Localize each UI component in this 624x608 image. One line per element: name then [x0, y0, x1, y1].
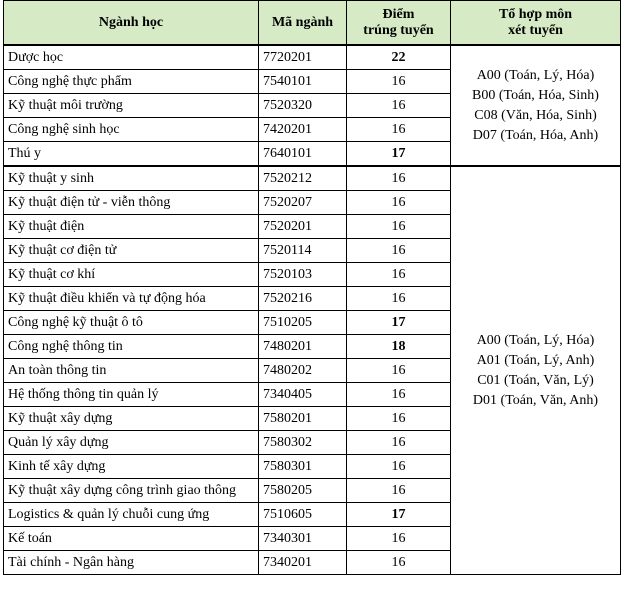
score-cell: 16 — [347, 359, 451, 383]
combo-item: A00 (Toán, Lý, Hóa) — [476, 332, 595, 348]
major-cell: Kỹ thuật môi trường — [4, 94, 259, 118]
header-score-line2: trúng tuyển — [363, 22, 434, 38]
score-cell: 16 — [347, 118, 451, 142]
score-cell: 22 — [347, 45, 451, 70]
code-cell: 7580205 — [259, 479, 347, 503]
combo-item: D07 (Toán, Hóa, Anh) — [472, 127, 599, 143]
major-cell: Logistics & quản lý chuỗi cung ứng — [4, 503, 259, 527]
major-cell: Hệ thống thông tin quản lý — [4, 383, 259, 407]
combo-item: D01 (Toán, Văn, Anh) — [472, 392, 599, 408]
major-cell: Công nghệ thông tin — [4, 335, 259, 359]
score-cell: 16 — [347, 479, 451, 503]
code-cell: 7580301 — [259, 455, 347, 479]
header-major: Ngành học — [4, 1, 259, 46]
combo-item: A01 (Toán, Lý, Anh) — [476, 352, 595, 368]
header-score-line1: Điểm — [382, 6, 415, 22]
score-cell: 16 — [347, 166, 451, 191]
score-cell: 17 — [347, 311, 451, 335]
combo-item: B00 (Toán, Hóa, Sinh) — [472, 87, 599, 103]
major-cell: Công nghệ kỹ thuật ô tô — [4, 311, 259, 335]
score-cell: 16 — [347, 215, 451, 239]
code-cell: 7340201 — [259, 551, 347, 575]
code-cell: 7480202 — [259, 359, 347, 383]
code-cell: 7520103 — [259, 263, 347, 287]
code-cell: 7520201 — [259, 215, 347, 239]
combo-item: C01 (Toán, Văn, Lý) — [477, 372, 594, 388]
table-body — [4, 45, 621, 575]
score-cell: 16 — [347, 191, 451, 215]
combo-cell — [451, 45, 621, 166]
major-cell: Công nghệ sinh học — [4, 118, 259, 142]
header-combo-line1: Tổ hợp môn — [498, 6, 573, 22]
major-cell: Kỹ thuật xây dựng công trình giao thông — [4, 479, 259, 503]
score-cell: 16 — [347, 455, 451, 479]
code-cell: 7520216 — [259, 287, 347, 311]
score-cell: 16 — [347, 551, 451, 575]
header-score — [347, 1, 451, 46]
header-combo-line2: xét tuyển — [508, 22, 563, 38]
major-cell: Tài chính - Ngân hàng — [4, 551, 259, 575]
score-cell: 18 — [347, 335, 451, 359]
score-cell: 17 — [347, 503, 451, 527]
table-row — [4, 166, 621, 191]
code-cell: 7580201 — [259, 407, 347, 431]
code-cell: 7340405 — [259, 383, 347, 407]
code-cell: 7480201 — [259, 335, 347, 359]
score-cell: 16 — [347, 70, 451, 94]
code-cell: 7510605 — [259, 503, 347, 527]
code-cell: 7420201 — [259, 118, 347, 142]
major-cell: Kỹ thuật cơ khí — [4, 263, 259, 287]
score-cell: 16 — [347, 383, 451, 407]
major-cell: Kỹ thuật điều khiển và tự động hóa — [4, 287, 259, 311]
major-cell: Công nghệ thực phẩm — [4, 70, 259, 94]
header-code: Mã ngành — [259, 1, 347, 46]
major-cell: Kỹ thuật xây dựng — [4, 407, 259, 431]
score-cell: 16 — [347, 94, 451, 118]
score-cell: 16 — [347, 431, 451, 455]
code-cell: 7510205 — [259, 311, 347, 335]
code-cell: 7520212 — [259, 166, 347, 191]
score-cell: 16 — [347, 527, 451, 551]
code-cell: 7340301 — [259, 527, 347, 551]
code-cell: 7520207 — [259, 191, 347, 215]
major-cell: Kỹ thuật y sinh — [4, 166, 259, 191]
admission-scores-table — [3, 0, 621, 575]
major-cell: An toàn thông tin — [4, 359, 259, 383]
score-cell: 17 — [347, 142, 451, 167]
major-cell: Kinh tế xây dựng — [4, 455, 259, 479]
major-cell: Dược học — [4, 45, 259, 70]
major-cell: Kỹ thuật điện tử - viễn thông — [4, 191, 259, 215]
header-row — [4, 1, 621, 46]
major-cell: Quản lý xây dựng — [4, 431, 259, 455]
major-cell: Kỹ thuật điện — [4, 215, 259, 239]
major-cell: Kỹ thuật cơ điện tử — [4, 239, 259, 263]
score-cell: 16 — [347, 287, 451, 311]
combo-item: C08 (Văn, Hóa, Sinh) — [474, 107, 597, 123]
code-cell: 7520114 — [259, 239, 347, 263]
table-row — [4, 45, 621, 70]
combo-cell — [451, 166, 621, 575]
header-combo — [451, 1, 621, 46]
major-cell: Kế toán — [4, 527, 259, 551]
score-cell: 16 — [347, 407, 451, 431]
score-cell: 16 — [347, 263, 451, 287]
major-cell: Thú y — [4, 142, 259, 167]
code-cell: 7720201 — [259, 45, 347, 70]
score-cell: 16 — [347, 239, 451, 263]
code-cell: 7520320 — [259, 94, 347, 118]
code-cell: 7540101 — [259, 70, 347, 94]
code-cell: 7640101 — [259, 142, 347, 167]
code-cell: 7580302 — [259, 431, 347, 455]
table-header — [4, 1, 621, 46]
combo-item: A00 (Toán, Lý, Hóa) — [476, 67, 595, 83]
